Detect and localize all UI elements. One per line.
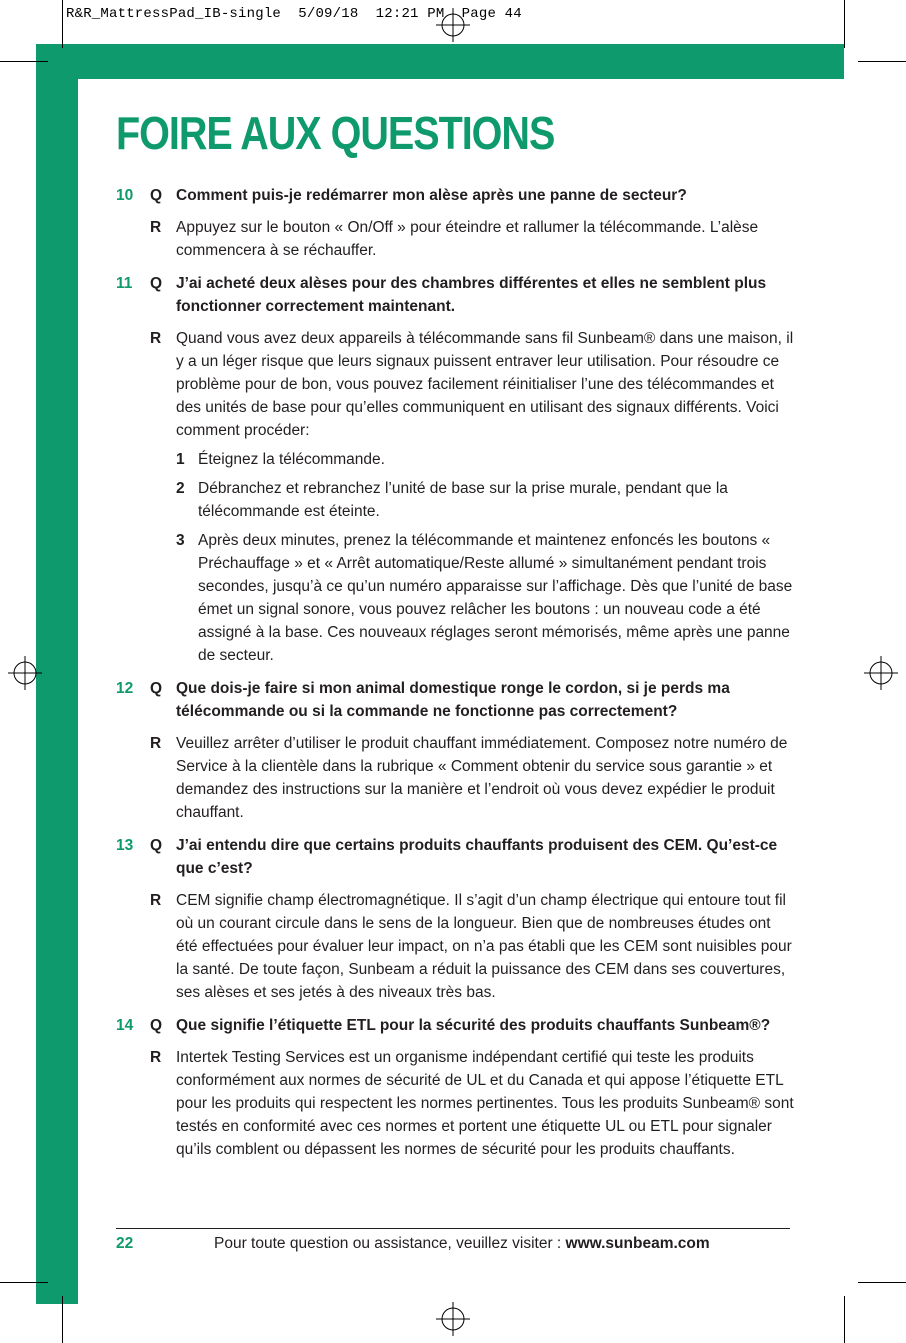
crop-mark	[62, 0, 63, 48]
question-text: J’ai entendu dire que certains produits chauffants produisent des CEM. Qu’est-ce que c’est?	[176, 837, 778, 877]
faq-list	[116, 184, 796, 1171]
print-slug: R&R_MattressPad_IB-single 5/09/18 12:21 PM Page 44	[66, 6, 522, 22]
answer-text: Veuillez arrêter d’utiliser le produit chauffant immédiatement. Composez notre numéro de Service à la clientèle dans la rubrique « Comment obtenir du service sous garantie » et demandez des instructions sur la manière et l’endroit où vous devez expédier le produit chauffant.	[176, 735, 788, 821]
answer-text: CEM signifie champ électromagnétique. Il s’agit d’un champ électrique qui entoure tout fil où un courant circule dans le sens de la longueur. Bien que de nombreuses études ont été effectuées pour évaluer leur impact, on n’a pas établi que les CEM sont nuisibles pour la santé. De toute façon, Sunbeam a réduit la puissance des CEM dans ses couvertures, ses alèses et ses jetés à des niveaux très bas.	[176, 892, 792, 1001]
answer-label: R	[150, 219, 162, 236]
step-item	[176, 448, 796, 471]
question-number: 12	[116, 680, 134, 697]
question-text: J’ai acheté deux alèses pour des chambres différentes et elles ne semblent plus fonctionner correctement maintenant.	[176, 275, 767, 315]
step-number: 3	[176, 532, 185, 549]
faq-item	[116, 184, 796, 262]
step-text: Éteignez la télécommande.	[198, 451, 385, 468]
answer-text: Intertek Testing Services est un organisme indépendant certifié qui teste les produits conformément aux normes de sécurité de UL et du Canada et qui appose l’étiquette ETL pour les produits qui respectent les normes pertinentes. Tous les produits Sunbeam® sont testés en conformité avec ces normes et portent une étiquette UL ou ETL pour signaler qu’ils comblent ou dépassent les normes de sécurité pour les produits chauffants.	[176, 1049, 794, 1158]
crop-mark	[858, 61, 906, 62]
footer-note	[214, 1235, 710, 1253]
question-label: Q	[150, 187, 163, 204]
registration-mark-icon	[436, 1302, 470, 1336]
question-text: Que dois-je faire si mon animal domestique ronge le cordon, si je perds ma télécommande ou si la commande ne fonctionne pas correctement?	[176, 680, 730, 720]
step-number: 1	[176, 451, 185, 468]
question-label: Q	[150, 837, 163, 854]
footer-website-link[interactable]: www.sunbeam.com	[565, 1235, 710, 1252]
question-label: Q	[150, 680, 163, 697]
question-text: Que signifie l’étiquette ETL pour la sécurité des produits chauffants Sunbeam®?	[176, 1017, 771, 1034]
question-number: 11	[116, 275, 133, 292]
answer-label: R	[150, 330, 162, 347]
answer-label: R	[150, 1049, 162, 1066]
faq-item	[116, 1014, 796, 1161]
answer-text: Appuyez sur le bouton « On/Off » pour éteindre et rallumer la télécommande. L’alèse commencera à se réchauffer.	[176, 219, 759, 259]
question-number: 10	[116, 187, 134, 204]
step-item	[176, 529, 796, 667]
crop-mark	[0, 1282, 48, 1283]
step-item	[176, 477, 796, 523]
crop-mark	[844, 0, 845, 48]
question-number: 14	[116, 1017, 134, 1034]
question-label: Q	[150, 1017, 163, 1034]
question-number: 13	[116, 837, 134, 854]
registration-mark-icon	[436, 8, 470, 42]
footer-text: Pour toute question ou assistance, veuillez visiter :	[214, 1235, 566, 1252]
step-list	[176, 448, 796, 667]
faq-item	[116, 834, 796, 1004]
registration-mark-icon	[8, 656, 42, 690]
faq-item	[116, 677, 796, 824]
answer-label: R	[150, 735, 162, 752]
crop-mark	[62, 1296, 63, 1343]
answer-text: Quand vous avez deux appareils à télécommande sans fil Sunbeam® dans une maison, il y a un léger risque que leurs signaux puissent entraver leur utilisation. Pour résoudre ce problème pour de bon, vous pouvez facilement réinitialiser l’une des télécommandes et des unités de base pour qu’elles communiquent en utilisant des signaux différents. Voici comment procéder:	[176, 330, 794, 439]
step-text: Débranchez et rebranchez l’unité de base sur la prise murale, pendant que la télécommande est éteinte.	[198, 480, 728, 520]
crop-mark	[858, 1282, 906, 1283]
step-number: 2	[176, 480, 185, 497]
crop-mark	[0, 61, 48, 62]
green-side-band	[36, 44, 78, 1304]
registration-mark-icon	[864, 656, 898, 690]
question-text: Comment puis-je redémarrer mon alèse après une panne de secteur?	[176, 187, 687, 204]
faq-item	[116, 272, 796, 667]
question-label: Q	[150, 275, 163, 292]
page-number: 22	[116, 1235, 134, 1252]
answer-label: R	[150, 892, 162, 909]
step-text: Après deux minutes, prenez la télécommande et maintenez enfoncés les boutons « Préchauffage » et « Arrêt automatique/Reste allumé » simultanément pendant trois secondes, jusqu’à ce qu’un numéro apparaisse sur l’affichage. Dès que l’unité de base émet un signal sonore, vous pouvez relâcher les boutons : un nouveau code a été assigné à la base. Ces nouveaux réglages seront mémorisés, même après une panne de secteur.	[198, 532, 793, 664]
green-header-band	[36, 44, 844, 79]
page-title: FOIRE AUX QUESTIONS	[116, 107, 555, 159]
crop-mark	[844, 1296, 845, 1343]
footer-divider	[116, 1228, 790, 1229]
